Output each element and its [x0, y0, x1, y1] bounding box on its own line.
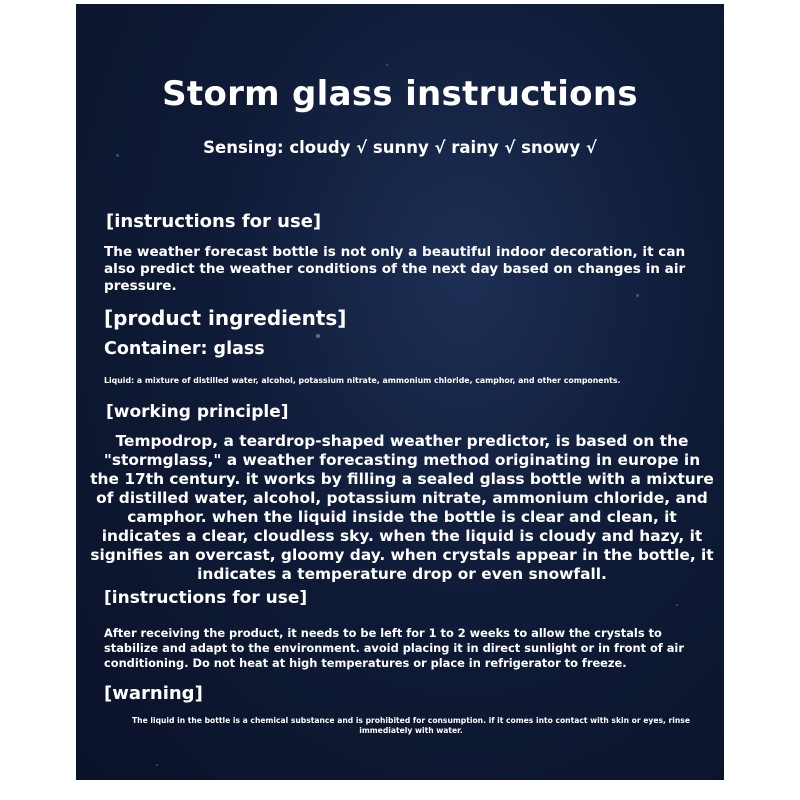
- ingredients-heading: [product ingredients]: [104, 306, 347, 330]
- liquid-text: Liquid: a mixture of distilled water, alcohol, potassium nitrate, ammonium chloride, camphor, and other components.: [104, 376, 621, 385]
- instructions-heading: [instructions for use]: [106, 211, 322, 232]
- principle-text: Tempodrop, a teardrop-shaped weather predictor, is based on the "stormglass," a weather forecasting method originating in europe in the 17th century. it works by filling a sealed glass bottle with a mixture of distilled water, alcohol, potassium nitrate, ammonium chloride, and camphor. when the liquid inside the bottle is clear and clean, it indicates a clear, cloudless sky. when the liquid is cloudy and hazy, it signifies an overcast, gloomy day. when crystals appear in the bottle, it indicates a temperature drop or even snowfall.: [90, 432, 714, 583]
- star-decoration: [156, 764, 158, 766]
- star-decoration: [676, 604, 678, 606]
- principle-heading: [working principle]: [106, 402, 289, 422]
- instructions-text-2: After receiving the product, it needs to be left for 1 to 2 weeks to allow the crystals to stabilize and adapt to the environment. avoid placing it in direct sunlight or in front of air conditioning. Do not heat at high temperatures or place in refrigerator to freeze.: [104, 626, 684, 670]
- page-title: Storm glass instructions: [162, 74, 638, 114]
- sensing-line: Sensing: cloudy √ sunny √ rainy √ snowy √: [203, 138, 597, 157]
- container-text: Container: glass: [104, 339, 265, 359]
- instructions-heading-2: [instructions for use]: [104, 588, 308, 608]
- star-decoration: [316, 334, 320, 338]
- star-decoration: [386, 64, 388, 66]
- instructions-text: The weather forecast bottle is not only a beautiful indoor decoration, it can also predict the weather conditions of the next day based on changes in air pressure.: [104, 244, 686, 294]
- instructions-card: [76, 4, 724, 780]
- warning-heading: [warning]: [104, 683, 203, 704]
- warning-text: The liquid in the bottle is a chemical substance and is prohibited for consumption. if it comes into contact with skin or eyes, rinse immediately with water.: [132, 716, 690, 735]
